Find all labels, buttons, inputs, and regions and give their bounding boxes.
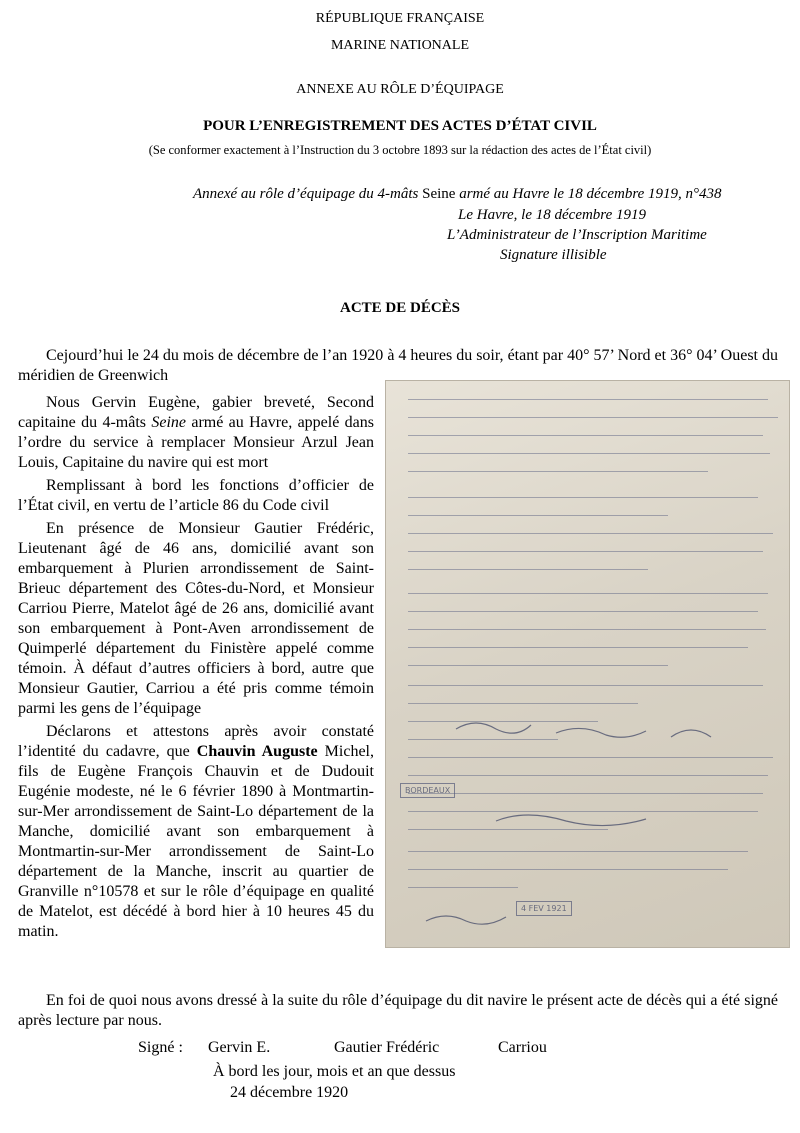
deceased-name: Chauvin Auguste (196, 743, 318, 760)
left-column (18, 393, 374, 945)
act-title: ACTE DE DÉCÈS (339, 300, 461, 316)
paragraph-officer (18, 393, 374, 473)
p1-ship-name: Seine (151, 414, 186, 431)
closing-paragraph (18, 991, 778, 1031)
intro-text: Cejourd’hui le 24 du mois de décembre de l’an 1920 à 4 heures du soir, étant par 40° 57’ Nord et 36° 04’ Ouest du méridien de Greenwich (18, 347, 778, 384)
p4-text-a: Déclarons et attestons après avoir constaté l’identité du cadavre, que (18, 723, 374, 760)
signature-place: À bord les jour, mois et an que dessus (213, 1063, 456, 1080)
signature-row (138, 1038, 638, 1058)
annexed-signature: Signature illisible (500, 247, 607, 263)
handwritten-document-photo (385, 380, 790, 948)
handwriting-strokes (386, 381, 789, 947)
bordeaux-stamp: BORDEAUX (400, 783, 455, 798)
signature-carriou: Carriou (498, 1039, 547, 1056)
paragraph-witnesses: En présence de Monsieur Gautier Frédéric, Lieutenant âgé de 46 ans, domicilié avant son embarquement à Plurien arrondissement de Saint-Brieuc département des Côtes-du-Nord, et Monsieur Carriou Pierre, Matelot âgé de 26 ans, domicilié avant son embarquement à Pont-Aven arrondissement de Quimperlé département du Finistère appelé comme témoin. À défaut d’autres officiers à bord, autre que Monsieur Gautier, Carriou a été pris comme témoin parmi les gens de l’équipage (18, 520, 374, 717)
annexed-text-a: Annexé au rôle d’équipage du 4-mâts (193, 186, 423, 202)
signature-date: 24 décembre 1920 (230, 1084, 349, 1101)
annex-heading: ANNEXE AU RÔLE D’ÉQUIPAGE (296, 82, 504, 97)
annexed-line (193, 184, 793, 204)
paragraph-deceased (18, 722, 374, 942)
republic-heading: RÉPUBLIQUE FRANÇAISE (315, 11, 485, 26)
paragraph-functions: Remplissant à bord les fonctions d’officier de l’État civil, en vertu de l’article 86 du Code civil (18, 477, 374, 514)
signature-gautier: Gautier Frédéric (334, 1039, 440, 1056)
annexed-place-date: Le Havre, le 18 décembre 1919 (458, 207, 646, 223)
closing-text: En foi de quoi nous avons dressé à la suite du rôle d’équipage du dit navire le présent acte de décès qui a été signé après lecture par nous. (18, 992, 778, 1029)
document-title: POUR L’ENREGISTREMENT DES ACTES D’ÉTAT CIVIL (203, 118, 597, 134)
p1-text-b: armé au Havre, appelé dans l’ordre du service à remplacer Monsieur Arzul Jean Louis, Capitaine du navire qui est mort (18, 414, 374, 471)
date-stamp: 4 FEV 1921 (516, 901, 572, 916)
signed-label: Signé : (138, 1039, 183, 1056)
navy-heading: MARINE NATIONALE (330, 38, 470, 53)
p4-text-b: Michel, fils de Eugène François Chauvin et de Dudouit Eugénie modeste, né le 6 février 1890 à Montmartin-sur-Mer arrondissement de Saint-Lo département de la Manche, domicilié avant son embarquement à Montmartin-sur-Mer arrondissement de Saint-Lo département de la Manche, inscrit au quartier de Granville n°10578 et sur le rôle d’équipage en qualité de Matelot, est décédé à bord hier à 10 heures 45 du matin. (18, 743, 375, 940)
instruction-note: (Se conformer exactement à l’Instruction du 3 octobre 1893 sur la rédaction des actes de l’État civil) (148, 143, 652, 157)
annexed-text-b: armé au Havre le 18 décembre 1919, n°438 (455, 186, 722, 202)
annexed-administrator: L’Administrateur de l’Inscription Maritime (447, 227, 707, 243)
annexed-ship-name: Seine (422, 186, 456, 202)
signature-gervin: Gervin E. (208, 1039, 271, 1056)
p1-text-a: Nous Gervin Eugène, gabier breveté, Second capitaine du 4-mâts (18, 394, 374, 431)
